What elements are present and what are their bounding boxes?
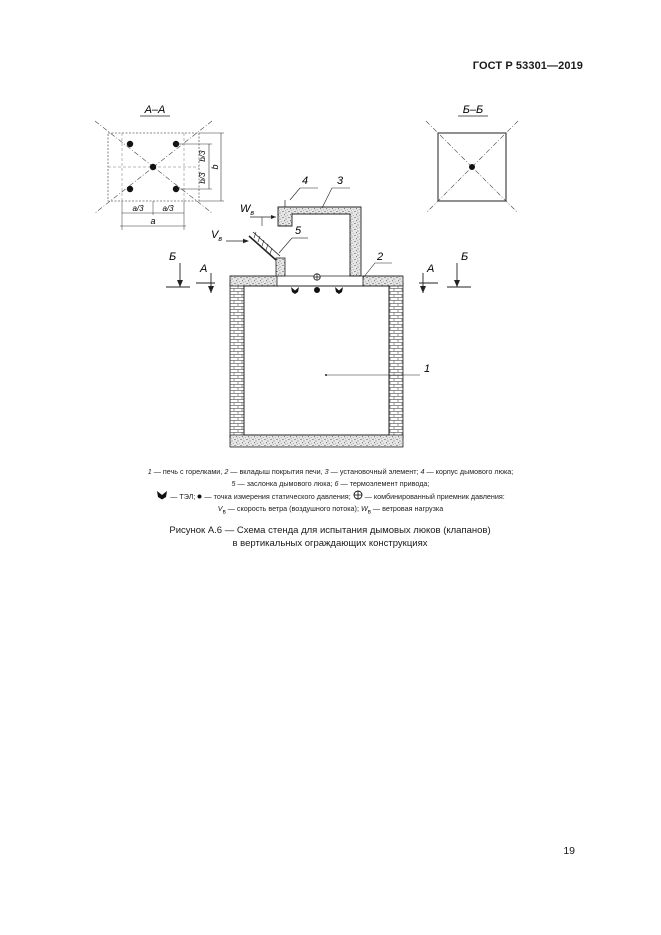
dim-a3-right: a/3 [162,204,174,213]
cut-a-right: А [427,263,435,275]
section-bb-plan [426,104,518,213]
callout-2: 2 [377,251,384,263]
combined-pressure-receiver [314,274,320,280]
dim-a3-left: a/3 [132,204,144,213]
section-aa-plan [95,104,224,230]
callout-3: 3 [337,175,344,187]
section-cut-markers [166,251,471,293]
section-aa-label: А–А [144,104,166,116]
standard-number: ГОСТ Р 53301—2019 [472,60,583,72]
legend-line-1: 1 — печь с горелками, 2 — вкладыш покрытия печи, 3 — установочный элемент; 4 — корпус дымового люка; [147,467,514,476]
dim-b3-top: b/3 [198,150,207,162]
tel-sensor [335,287,343,294]
burner-dot [127,186,133,192]
legend-line-4: $V_в$ — скорость ветра (воздушного потока); $W_в$ — ветровая нагрузка [217,504,444,516]
thermoelement-dot [469,164,475,170]
dim-a: a [150,216,156,226]
callout-4: 4 [302,175,309,187]
legend-line-2: 5 — заслонка дымового люка; 6 — термоэлемент привода; [231,479,430,488]
dim-b3-bottom: b/3 [198,172,207,184]
combined-receiver-icon [353,490,363,500]
cut-a-left: А [200,263,208,275]
wind-speed-label: $V_в$ [211,229,222,243]
section-bb-label: Б–Б [462,104,484,116]
wind-load-label: $W_в$ [240,203,255,217]
smoke-hatch [211,175,392,278]
pressure-point [314,287,320,293]
tel-sensor [291,287,299,294]
cut-b-left: Б [169,251,177,263]
burner-dot [127,141,133,147]
caption-line-2: в вертикальных ограждающих конструкциях [232,538,428,549]
tel-sensor-icon [156,490,168,500]
cut-b-right: Б [461,251,469,263]
page-number: 19 [563,845,575,857]
legend-line-3: — ТЭЛ; — точка измерения статического давления; — комбинированный приемник давления: [40,490,621,503]
dim-b: b [210,164,220,170]
figure-legend [40,466,621,518]
burner-dot [150,164,156,170]
furnace [230,274,430,447]
callout-1: 1 [424,363,431,375]
caption-line-1: Рисунок А.6 — Схема стенда для испытания дымовых люков (клапанов) [169,525,491,536]
callout-5: 5 [295,225,302,237]
figure-caption [80,524,580,550]
